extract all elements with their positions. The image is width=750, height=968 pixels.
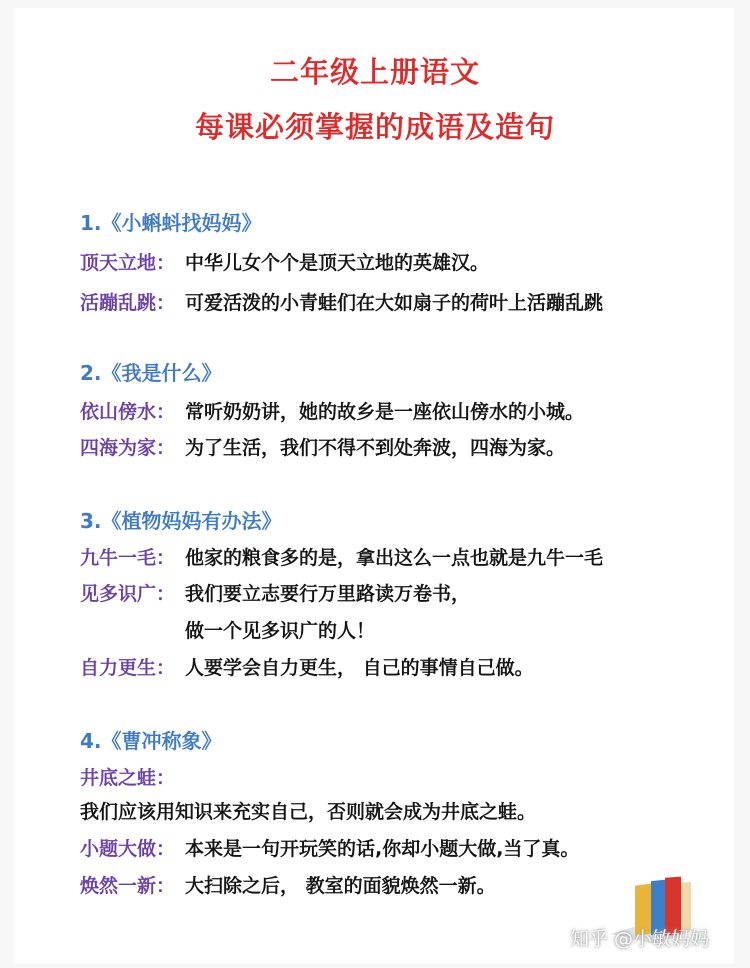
idiom-sentence: 他家的粮食多的是，拿出这么一点也就是九牛一毛 [185, 547, 604, 569]
lesson-heading-2: 2.《我是什么》 [80, 361, 222, 385]
idiom-term: 依山傍水： [80, 401, 176, 423]
idiom-sentence: 人要学会自力更生， 自己的事情自己做。 [185, 657, 534, 679]
idiom-term: 井底之蛙： [80, 767, 176, 789]
idiom-sentence: 本来是一句开玩笑的话,你却小题大做,当了真。 [185, 838, 580, 860]
watermark: 知乎 @小敏妈妈 [570, 928, 710, 950]
idiom-term: 活蹦乱跳： [80, 292, 176, 314]
idiom-sentence: 我们要立志要行万里路读万卷书， [185, 583, 471, 605]
idiom-term: 九牛一毛： [80, 547, 176, 569]
idiom-term: 顶天立地： [80, 252, 176, 274]
lesson-heading-3: 3.《植物妈妈有办法》 [80, 509, 282, 533]
page-title: 二年级上册语文 [269, 55, 480, 89]
idiom-term: 自力更生： [80, 657, 176, 679]
page-subtitle: 每课必须掌握的成语及造句 [194, 110, 555, 144]
idiom-sentence: 我们应该用知识来充实自己，否则就会成为井底之蛙。 [80, 801, 537, 823]
idiom-term: 小题大做： [80, 838, 176, 860]
idiom-sentence: 大扫除之后， 教室的面貌焕然一新。 [185, 875, 496, 897]
idiom-term: 见多识广： [80, 583, 176, 605]
idiom-term: 四海为家： [80, 437, 176, 459]
idiom-term: 焕然一新： [80, 875, 176, 897]
idiom-sentence: 中华儿女个个是顶天立地的英雄汉。 [185, 252, 490, 274]
lesson-heading-1: 1.《小蝌蚪找妈妈》 [80, 211, 262, 235]
idiom-sentence: 常听奶奶讲，她的故乡是一座依山傍水的小城。 [185, 401, 585, 423]
idiom-sentence-continued: 做一个见多识广的人！ [185, 620, 376, 642]
lesson-heading-4: 4.《曹冲称象》 [80, 729, 222, 753]
idiom-sentence: 为了生活，我们不得不到处奔波，四海为家。 [185, 437, 566, 459]
idiom-sentence: 可爱活泼的小青蛙们在大如扇子的荷叶上活蹦乱跳 [185, 292, 604, 314]
